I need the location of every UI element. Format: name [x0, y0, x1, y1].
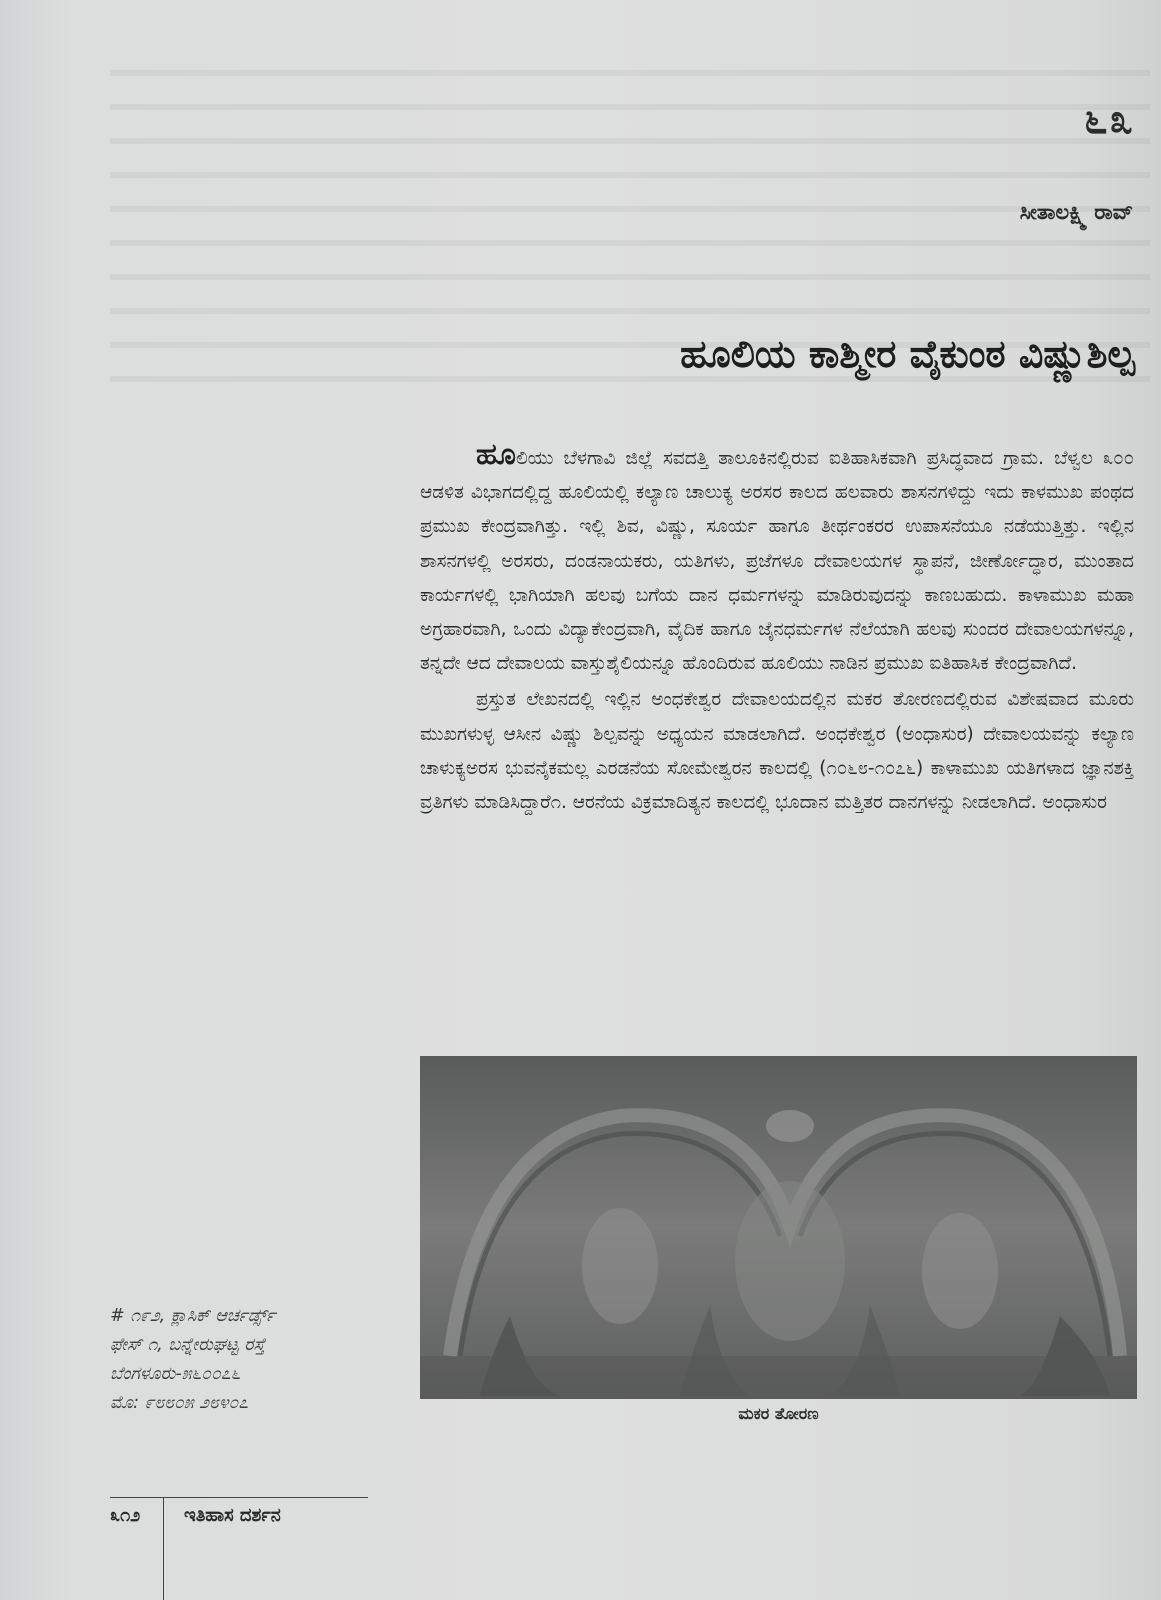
drop-word: ಹೂ: [476, 437, 516, 472]
footer-divider: [110, 1497, 368, 1498]
article-title: ಹೂಲಿಯ ಕಾಶ್ಮೀರ ವೈಕುಂಠ ವಿಷ್ಣುಶಿಲ್ಪ: [680, 332, 1135, 376]
address-line: ಬೆಂಗಳೂರು-೫೬೦೦೭೬: [110, 1364, 241, 1384]
sculpture-image: [420, 1056, 1137, 1399]
address-line: ಫೇಸ್ ೧, ಬನ್ನೇರುಘಟ್ಟ ರಸ್ತೆ: [110, 1335, 266, 1355]
paragraph-2: ಪ್ರಸ್ತುತ ಲೇಖನದಲ್ಲಿ ಇಲ್ಲಿನ ಅಂಧಕೇಶ್ವರ ದೇವಾಲಯದಲ್ಲಿನ ಮಕರ ತೋರಣದಲ್ಲಿರುವ ವಿಶೇಷವಾದ ಮೂರು ಮುಖಗಳುಳ್ಳ ಆಸೀನ ವಿಷ್ಣು ಶಿಲ್ಪವನ್ನು ಅಧ್ಯಯನ ಮಾಡಲಾಗಿದೆ. ಅಂಧಕೇಶ್ವರ (ಅಂಧಾಸುರ) ದೇವಾಲಯವನ್ನು ಕಲ್ಯಾಣ ಚಾಳುಕ್ಯಅರಸ ಭುವನೈಕಮಲ್ಲ ಎರಡನೆಯ ಸೋಮೇಶ್ವರನ ಕಾಲದಲ್ಲಿ (೧೦೬೮-೧೦೭೬) ಕಾಳಾಮುಖ ಯತಿಗಳಾದ ಜ್ಞಾನಶಕ್ತಿ ವ್ರತಿಗಳು ಮಾಡಿಸಿದ್ದಾರೆ೧. ಆರನೆಯ ವಿಕ್ರಮಾದಿತ್ಯನ ಕಾಲದಲ್ಲಿ ಭೂದಾನ ಮತ್ತಿತರ ದಾನಗಳನ್ನು ನೀಡಲಾಗಿದೆ. ಅಂಧಾಸುರ: [420, 689, 1134, 814]
footer-vertical-divider: [163, 1497, 164, 1600]
phone-line: ಮೊ: ೯೮೮೦೫ ೨೮೪೦೭: [110, 1393, 249, 1413]
article-number: ೬೩: [1083, 94, 1135, 143]
photo-caption: ಮಕರ ತೋರಣ: [738, 1404, 819, 1423]
author-name: ಸೀತಾಲಕ್ಷ್ಮಿ ರಾವ್: [1019, 200, 1133, 224]
author-address: [110, 1302, 370, 1418]
paragraph-1-text: ಲಿಯು ಬೆಳಗಾವಿ ಜಿಲ್ಲೆ ಸವದತ್ತಿ ತಾಲೂಕಿನಲ್ಲಿರುವ ಐತಿಹಾಸಿಕವಾಗಿ ಪ್ರಸಿದ್ಧವಾದ ಗ್ರಾಮ. ಬೆಳ್ವಲ ೩೦೦ ಆಡಳಿತ ವಿಭಾಗದಲ್ಲಿದ್ದ ಹೂಲಿಯಲ್ಲಿ ಕಲ್ಯಾಣ ಚಾಲುಕ್ಯ ಅರಸರ ಕಾಲದ ಹಲವಾರು ಶಾಸನಗಳಿದ್ದು ಇದು ಕಾಳಮುಖ ಪಂಥದ ಪ್ರಮುಖ ಕೇಂದ್ರವಾಗಿತ್ತು. ಇಲ್ಲಿ ಶಿವ, ವಿಷ್ಣು, ಸೂರ್ಯ ಹಾಗೂ ತೀರ್ಥಂಕರರ ಉಪಾಸನೆಯೂ ನಡೆಯುತ್ತಿತ್ತು. ಇಲ್ಲಿನ ಶಾಸನಗಳಲ್ಲಿ ಅರಸರು, ದಂಡನಾಯಕರು, ಯತಿಗಳು, ಪ್ರಜೆಗಳೂ ದೇವಾಲಯಗಳ ಸ್ಥಾಪನೆ, ಜೀರ್ಣೋದ್ಧಾರ, ಮುಂತಾದ ಕಾರ್ಯಗಳಲ್ಲಿ ಭಾಗಿಯಾಗಿ ಹಲವು ಬಗೆಯ ದಾನ ಧರ್ಮಗಳನ್ನು ಮಾಡಿರುವುದನ್ನು ಕಾಣಬಹುದು. ಕಾಳಾಮುಖ ಮಹಾ ಅಗ್ರಹಾರವಾಗಿ, ಒಂದು ವಿದ್ಯಾಕೇಂದ್ರವಾಗಿ, ವೈದಿಕ ಹಾಗೂ ಜೈನಧರ್ಮಗಳ ನೆಲೆಯಾಗಿ ಹಲವು ಸುಂದರ ದೇವಾಲಯಗಳನ್ನೂ, ತನ್ನದೇ ಆದ ದೇವಾಲಯ ವಾಸ್ತುಶೈಲಿಯನ್ನೂ ಹೊಂದಿರುವ ಹೂಲಿಯು ನಾಡಿನ ಪ್ರಮುಖ ಐತಿಹಾಸಿಕ ಕೇಂದ್ರವಾಗಿದೆ.: [420, 448, 1134, 675]
makara-torana-photo: [420, 1056, 1137, 1399]
journal-name: ಇತಿಹಾಸ ದರ್ಶನ: [184, 1505, 281, 1526]
paragraph-1: [420, 438, 1134, 681]
article-body: [420, 438, 1134, 820]
page-number: ೩೧೨: [110, 1505, 141, 1526]
address-line: # ೧೯೨, ಕ್ಲಾಸಿಕ್ ಆರ್ಚರ್ಡ್ಸ್: [110, 1306, 276, 1326]
